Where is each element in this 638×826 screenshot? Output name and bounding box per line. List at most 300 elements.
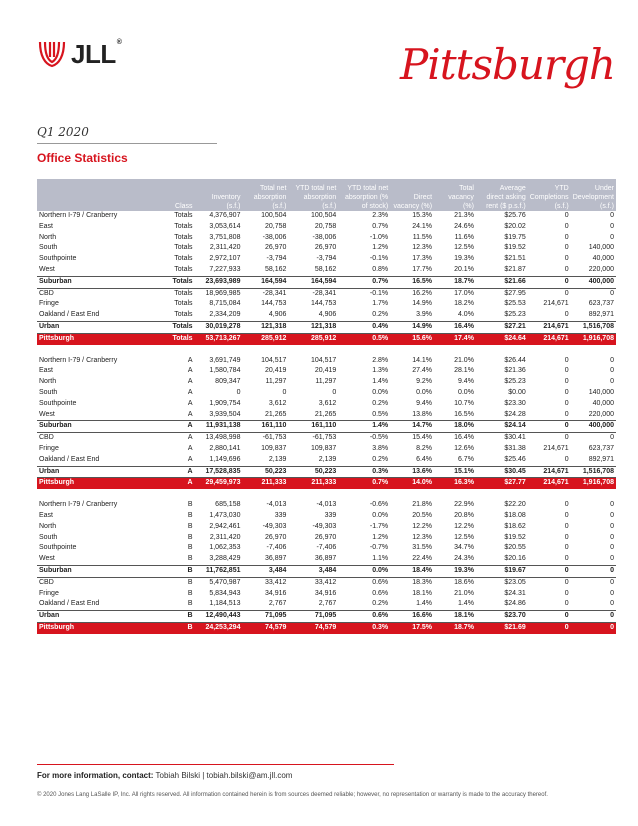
- table-row: [37, 511, 616, 522]
- value-cell: 9.4%: [416, 399, 433, 407]
- value-cell: 12.5%: [454, 533, 474, 541]
- value-cell: -1.0%: [369, 233, 389, 241]
- value-cell: 144,753: [261, 300, 287, 308]
- value-cell: $30.41: [504, 434, 526, 442]
- value-cell: 0: [528, 622, 571, 633]
- value-cell: 34,916: [314, 589, 337, 597]
- value-cell: 0.5%: [338, 333, 390, 344]
- value-cell: 18.1%: [434, 611, 476, 623]
- column-header-line: Total: [459, 185, 474, 192]
- column-header-line: YTD total net: [347, 185, 389, 192]
- value-cell: 0: [564, 388, 569, 396]
- value-cell: 53,713,267: [195, 333, 243, 344]
- value-cell: 11.6%: [454, 233, 474, 241]
- table-row: [37, 254, 616, 265]
- value-cell: $18.62: [504, 522, 526, 530]
- value-cell: 0: [610, 511, 614, 519]
- table-header-row: [37, 179, 616, 211]
- subtotal-row: [37, 421, 616, 433]
- value-cell: 0: [610, 589, 614, 597]
- value-cell: $22.20: [504, 501, 526, 509]
- value-cell: 0: [564, 555, 569, 563]
- value-cell: 17.5%: [390, 622, 434, 633]
- value-cell: 3,612: [268, 399, 287, 407]
- value-cell: 17.4%: [434, 333, 476, 344]
- value-cell: $0.00: [508, 388, 526, 396]
- submarket-cell: CBD: [39, 289, 54, 297]
- submarket-cell: Pittsburgh: [37, 622, 149, 633]
- value-cell: 0: [564, 265, 569, 273]
- class-cell: B: [187, 501, 193, 509]
- value-cell: 2.3%: [372, 212, 389, 219]
- value-cell: 0: [564, 399, 569, 407]
- class-cell: A: [187, 356, 193, 364]
- table-row: [37, 288, 616, 299]
- subtotal-row: [37, 321, 616, 333]
- value-cell: $20.55: [504, 544, 526, 552]
- submarket-cell: Fringe: [39, 589, 59, 597]
- class-cell: A: [149, 421, 195, 433]
- submarket-cell: Pittsburgh: [37, 478, 149, 489]
- value-cell: 1.1%: [372, 555, 389, 563]
- value-cell: 0: [528, 421, 571, 433]
- value-cell: 1,473,030: [209, 511, 241, 519]
- value-cell: 34.7%: [454, 544, 474, 552]
- value-cell: 164,594: [288, 276, 338, 288]
- value-cell: 214,671: [528, 478, 571, 489]
- value-cell: 12.2%: [454, 522, 474, 530]
- class-cell: A: [187, 388, 193, 396]
- column-header-line: rent ($ p.s.f.): [486, 203, 526, 210]
- class-cell: B: [187, 555, 193, 563]
- value-cell: 0: [236, 388, 241, 396]
- column-header-line: of stock): [361, 203, 389, 210]
- value-cell: 5,470,987: [209, 578, 241, 586]
- table-row: [37, 233, 616, 244]
- value-cell: 214,671: [528, 333, 571, 344]
- value-cell: 20.8%: [454, 511, 474, 519]
- value-cell: 0: [610, 555, 614, 563]
- value-cell: 16.3%: [434, 478, 476, 489]
- value-cell: $25.46: [504, 455, 526, 463]
- value-cell: 16.2%: [412, 289, 433, 297]
- value-cell: 3,939,504: [209, 410, 241, 418]
- value-cell: $27.77: [476, 478, 528, 489]
- value-cell: 1,909,754: [209, 399, 241, 407]
- table-row: [37, 388, 616, 399]
- value-cell: $27.95: [504, 289, 526, 297]
- value-cell: 20.5%: [412, 511, 433, 519]
- column-header-line: absorption (%: [344, 194, 389, 201]
- value-cell: 1.7%: [372, 300, 389, 308]
- value-cell: -49,303: [262, 522, 287, 530]
- value-cell: 16.4%: [454, 434, 474, 442]
- value-cell: 0.6%: [372, 578, 389, 586]
- value-cell: 17.3%: [412, 255, 433, 263]
- value-cell: 0: [564, 356, 569, 364]
- class-cell: Totals: [174, 255, 193, 263]
- value-cell: 3,751,808: [209, 233, 241, 241]
- value-cell: 4,906: [318, 311, 337, 319]
- value-cell: 0: [564, 501, 569, 509]
- value-cell: 1.4%: [416, 600, 433, 608]
- value-cell: -7,406: [266, 544, 287, 552]
- value-cell: 121,318: [242, 321, 288, 333]
- value-cell: 18.3%: [412, 578, 433, 586]
- contact-line: [37, 771, 292, 780]
- column-header-line: Class: [175, 203, 193, 210]
- class-cell: Totals: [174, 289, 193, 297]
- value-cell: 0: [610, 378, 614, 386]
- submarket-cell: Southpointe: [39, 255, 77, 263]
- submarket-cell: Urban: [37, 466, 149, 478]
- value-cell: 16.6%: [390, 611, 434, 623]
- value-cell: 18.2%: [454, 300, 474, 308]
- value-cell: 11,297: [265, 378, 287, 386]
- spacer-cell: [37, 345, 616, 356]
- value-cell: 2,767: [318, 600, 337, 608]
- table-row: [37, 399, 616, 410]
- subtotal-row: [37, 466, 616, 478]
- value-cell: 17.0%: [454, 289, 474, 297]
- column-header-line: Completions: [529, 194, 569, 201]
- value-cell: 14.9%: [412, 300, 433, 308]
- value-cell: $24.28: [504, 410, 526, 418]
- value-cell: 0.4%: [338, 321, 390, 333]
- class-cell: A: [149, 478, 195, 489]
- value-cell: 623,737: [588, 444, 614, 452]
- value-cell: 0.2%: [372, 455, 389, 463]
- class-cell: Totals: [149, 276, 195, 288]
- submarket-cell: Southpointe: [39, 399, 77, 407]
- value-cell: 0: [571, 622, 616, 633]
- value-cell: 1,184,513: [209, 600, 241, 608]
- table-row: [37, 366, 616, 377]
- value-cell: 0: [610, 222, 614, 230]
- value-cell: 14.0%: [390, 478, 434, 489]
- value-cell: 1.4%: [372, 378, 389, 386]
- class-cell: Totals: [174, 212, 193, 219]
- market-total-row: [37, 478, 616, 489]
- value-cell: -28,341: [312, 289, 337, 297]
- contact-text: Tobiah Bilski | tobiah.bilski@am.jll.com: [155, 771, 293, 780]
- value-cell: 0: [564, 311, 569, 319]
- value-cell: 0: [564, 255, 569, 263]
- class-cell: B: [187, 522, 193, 530]
- value-cell: $19.75: [504, 233, 526, 241]
- value-cell: 0: [564, 434, 569, 442]
- value-cell: 18.1%: [412, 589, 433, 597]
- value-cell: 20.1%: [454, 265, 474, 273]
- submarket-cell: Fringe: [39, 444, 59, 452]
- value-cell: -0.1%: [369, 255, 389, 263]
- column-header-line: Development: [572, 194, 614, 201]
- value-cell: 100,504: [310, 212, 337, 219]
- value-cell: 18.6%: [454, 578, 474, 586]
- column-header-line: YTD total net: [295, 185, 337, 192]
- value-cell: 8,715,084: [209, 300, 241, 308]
- copyright-notice: © 2020 Jones Lang LaSalle IP, Inc. All rights reserved. All information contained herein is from sources deemed reliable; however, no representation or warranty is made to the accuracy thereof.: [37, 792, 548, 798]
- value-cell: 0: [610, 533, 614, 541]
- value-cell: 19.3%: [454, 255, 474, 263]
- value-cell: 26,970: [264, 533, 287, 541]
- value-cell: 9.2%: [416, 378, 433, 386]
- value-cell: 1.3%: [372, 367, 389, 375]
- value-cell: 0: [610, 434, 614, 442]
- value-cell: $30.45: [476, 466, 528, 478]
- column-header-line: (s.f.): [226, 203, 241, 210]
- class-cell: B: [187, 511, 193, 519]
- class-cell: Totals: [174, 244, 193, 252]
- value-cell: 0.8%: [372, 265, 389, 273]
- value-cell: -38,006: [262, 233, 287, 241]
- table-row: [37, 554, 616, 565]
- value-cell: 11.5%: [412, 233, 433, 241]
- value-cell: 58,162: [314, 265, 337, 273]
- value-cell: 0: [564, 289, 569, 297]
- submarket-cell: North: [39, 233, 57, 241]
- table-spacer-row: [37, 489, 616, 500]
- table-row: [37, 533, 616, 544]
- table-row: [37, 433, 616, 444]
- class-cell: A: [187, 367, 193, 375]
- value-cell: 26,970: [314, 244, 337, 252]
- submarket-cell: West: [39, 265, 55, 273]
- submarket-cell: Southpointe: [39, 544, 77, 552]
- value-cell: 30,019,278: [195, 321, 243, 333]
- value-cell: 0.7%: [372, 222, 389, 230]
- market-total-row: [37, 622, 616, 633]
- class-cell: B: [187, 578, 193, 586]
- value-cell: 21.0%: [454, 356, 474, 364]
- value-cell: 0: [610, 367, 614, 375]
- submarket-cell: South: [39, 388, 58, 396]
- value-cell: -61,753: [312, 434, 337, 442]
- value-cell: -61,753: [262, 434, 287, 442]
- submarket-cell: Northern I-79 / Cranberry: [39, 356, 118, 364]
- column-header-line: absorption: [253, 194, 287, 201]
- value-cell: 0.7%: [338, 478, 390, 489]
- value-cell: 0: [564, 367, 569, 375]
- column-header: [476, 179, 528, 211]
- class-cell: A: [149, 466, 195, 478]
- value-cell: 0: [564, 533, 569, 541]
- value-cell: 2,311,420: [209, 533, 241, 541]
- value-cell: $19.67: [476, 565, 528, 577]
- value-cell: 0.6%: [338, 611, 390, 623]
- column-header-line: vacancy (%): [393, 203, 433, 210]
- value-cell: 21.0%: [454, 589, 474, 597]
- value-cell: 50,223: [288, 466, 338, 478]
- value-cell: -28,341: [262, 289, 287, 297]
- value-cell: -0.5%: [369, 434, 389, 442]
- column-header-line: (s.f.): [600, 203, 614, 210]
- class-cell: A: [187, 434, 193, 442]
- submarket-cell: South: [39, 533, 58, 541]
- office-statistics-table: [37, 179, 616, 634]
- column-header-line: (s.f.): [272, 203, 287, 210]
- value-cell: 285,912: [242, 333, 288, 344]
- jll-wordmark: JLL®: [71, 38, 122, 69]
- submarket-cell: Northern I-79 / Cranberry: [39, 501, 118, 509]
- value-cell: 0.2%: [372, 399, 389, 407]
- value-cell: 121,318: [288, 321, 338, 333]
- value-cell: 0.6%: [372, 589, 389, 597]
- value-cell: 0: [564, 222, 569, 230]
- value-cell: 16.5%: [454, 410, 474, 418]
- value-cell: 0: [564, 578, 569, 586]
- value-cell: 15.4%: [412, 434, 433, 442]
- value-cell: 6.4%: [416, 455, 433, 463]
- value-cell: 0: [571, 611, 616, 623]
- class-cell: A: [187, 399, 193, 407]
- table-row: [37, 577, 616, 588]
- value-cell: $20.02: [504, 222, 526, 230]
- value-cell: 214,671: [543, 300, 569, 308]
- value-cell: 1.4%: [338, 421, 390, 433]
- value-cell: 58,162: [264, 265, 287, 273]
- value-cell: 0.5%: [372, 410, 389, 418]
- submarket-cell: East: [39, 367, 54, 375]
- value-cell: 0: [528, 565, 571, 577]
- value-cell: 27.4%: [412, 367, 433, 375]
- value-cell: 0: [564, 511, 569, 519]
- value-cell: $25.53: [504, 300, 526, 308]
- value-cell: 109,837: [310, 444, 337, 452]
- value-cell: 71,095: [288, 611, 338, 623]
- value-cell: 29,459,973: [195, 478, 243, 489]
- class-cell: Totals: [149, 321, 195, 333]
- value-cell: 11,762,851: [195, 565, 243, 577]
- value-cell: -38,006: [312, 233, 337, 241]
- value-cell: 21,265: [264, 410, 287, 418]
- value-cell: 0: [564, 600, 569, 608]
- class-cell: A: [187, 378, 193, 386]
- value-cell: 23,693,989: [195, 276, 243, 288]
- value-cell: 2.8%: [372, 356, 389, 364]
- submarket-cell: CBD: [39, 434, 54, 442]
- value-cell: 0: [610, 212, 614, 219]
- value-cell: 1,149,696: [209, 455, 241, 463]
- table-row: [37, 543, 616, 554]
- value-cell: 2,972,107: [209, 255, 241, 263]
- value-cell: 0: [564, 544, 569, 552]
- value-cell: 15.1%: [434, 466, 476, 478]
- class-cell: B: [187, 589, 193, 597]
- value-cell: 339: [324, 511, 337, 519]
- value-cell: 0: [610, 289, 614, 297]
- value-cell: 1.4%: [457, 600, 474, 608]
- value-cell: -3,794: [316, 255, 337, 263]
- column-header-line: YTD: [554, 185, 569, 192]
- value-cell: 0.0%: [372, 511, 389, 519]
- value-cell: 0: [564, 212, 569, 219]
- column-header-line: (s.f.): [322, 203, 337, 210]
- value-cell: 400,000: [571, 276, 616, 288]
- value-cell: 623,737: [588, 300, 614, 308]
- class-cell: A: [187, 455, 193, 463]
- value-cell: 19.3%: [434, 565, 476, 577]
- class-cell: Totals: [174, 311, 193, 319]
- column-header: [149, 179, 195, 211]
- value-cell: 0: [610, 501, 614, 509]
- value-cell: 17,528,835: [195, 466, 243, 478]
- value-cell: -0.6%: [369, 501, 389, 509]
- value-cell: 5,834,943: [209, 589, 241, 597]
- class-cell: A: [187, 410, 193, 418]
- value-cell: 3,612: [318, 399, 337, 407]
- value-cell: 18.0%: [434, 421, 476, 433]
- table-row: [37, 455, 616, 466]
- value-cell: 104,517: [261, 356, 287, 364]
- value-cell: 34,916: [264, 589, 287, 597]
- value-cell: 0: [564, 455, 569, 463]
- value-cell: 2,311,420: [209, 244, 241, 252]
- value-cell: 164,594: [242, 276, 288, 288]
- submarket-cell: East: [39, 222, 54, 230]
- value-cell: 0: [610, 600, 614, 608]
- value-cell: 24,253,294: [195, 622, 243, 633]
- class-cell: Totals: [149, 333, 195, 344]
- value-cell: 12.3%: [412, 244, 433, 252]
- value-cell: $21.51: [504, 255, 526, 263]
- value-cell: 0.0%: [338, 565, 390, 577]
- value-cell: 220,000: [588, 410, 614, 418]
- value-cell: 11,297: [315, 378, 337, 386]
- subtotal-row: [37, 565, 616, 577]
- value-cell: 12.5%: [454, 244, 474, 252]
- value-cell: 6.7%: [457, 455, 474, 463]
- value-cell: 892,971: [588, 311, 614, 319]
- value-cell: 3,691,749: [209, 356, 241, 364]
- value-cell: 0.0%: [457, 388, 474, 396]
- value-cell: $24.31: [504, 589, 526, 597]
- table-row: [37, 377, 616, 388]
- value-cell: 1,916,708: [571, 478, 616, 489]
- submarket-cell: West: [39, 410, 55, 418]
- value-cell: 211,333: [242, 478, 288, 489]
- spacer-cell: [37, 489, 616, 500]
- value-cell: 16.4%: [434, 321, 476, 333]
- value-cell: -7,406: [316, 544, 337, 552]
- value-cell: 0: [564, 233, 569, 241]
- value-cell: $18.08: [504, 511, 526, 519]
- table-spacer-row: [37, 345, 616, 356]
- value-cell: 214,671: [528, 321, 571, 333]
- value-cell: 15.6%: [390, 333, 434, 344]
- value-cell: 0: [610, 544, 614, 552]
- period-divider: [37, 143, 217, 144]
- value-cell: -0.7%: [369, 544, 389, 552]
- value-cell: 214,671: [543, 444, 569, 452]
- value-cell: 0: [564, 378, 569, 386]
- value-cell: 12,490,443: [195, 611, 243, 623]
- value-cell: 13,498,998: [205, 434, 241, 442]
- value-cell: 9.4%: [457, 378, 474, 386]
- column-header: [242, 179, 288, 211]
- value-cell: 0.2%: [372, 600, 389, 608]
- value-cell: 18.7%: [434, 622, 476, 633]
- value-cell: $27.21: [476, 321, 528, 333]
- value-cell: -4,013: [266, 501, 287, 509]
- submarket-cell: Northern I-79 / Cranberry: [39, 212, 118, 219]
- column-header: [288, 179, 338, 211]
- value-cell: 0: [610, 356, 614, 364]
- value-cell: 0: [528, 611, 571, 623]
- table-row: [37, 356, 616, 367]
- report-period: Q1 2020: [37, 125, 89, 139]
- submarket-cell: Suburban: [37, 421, 149, 433]
